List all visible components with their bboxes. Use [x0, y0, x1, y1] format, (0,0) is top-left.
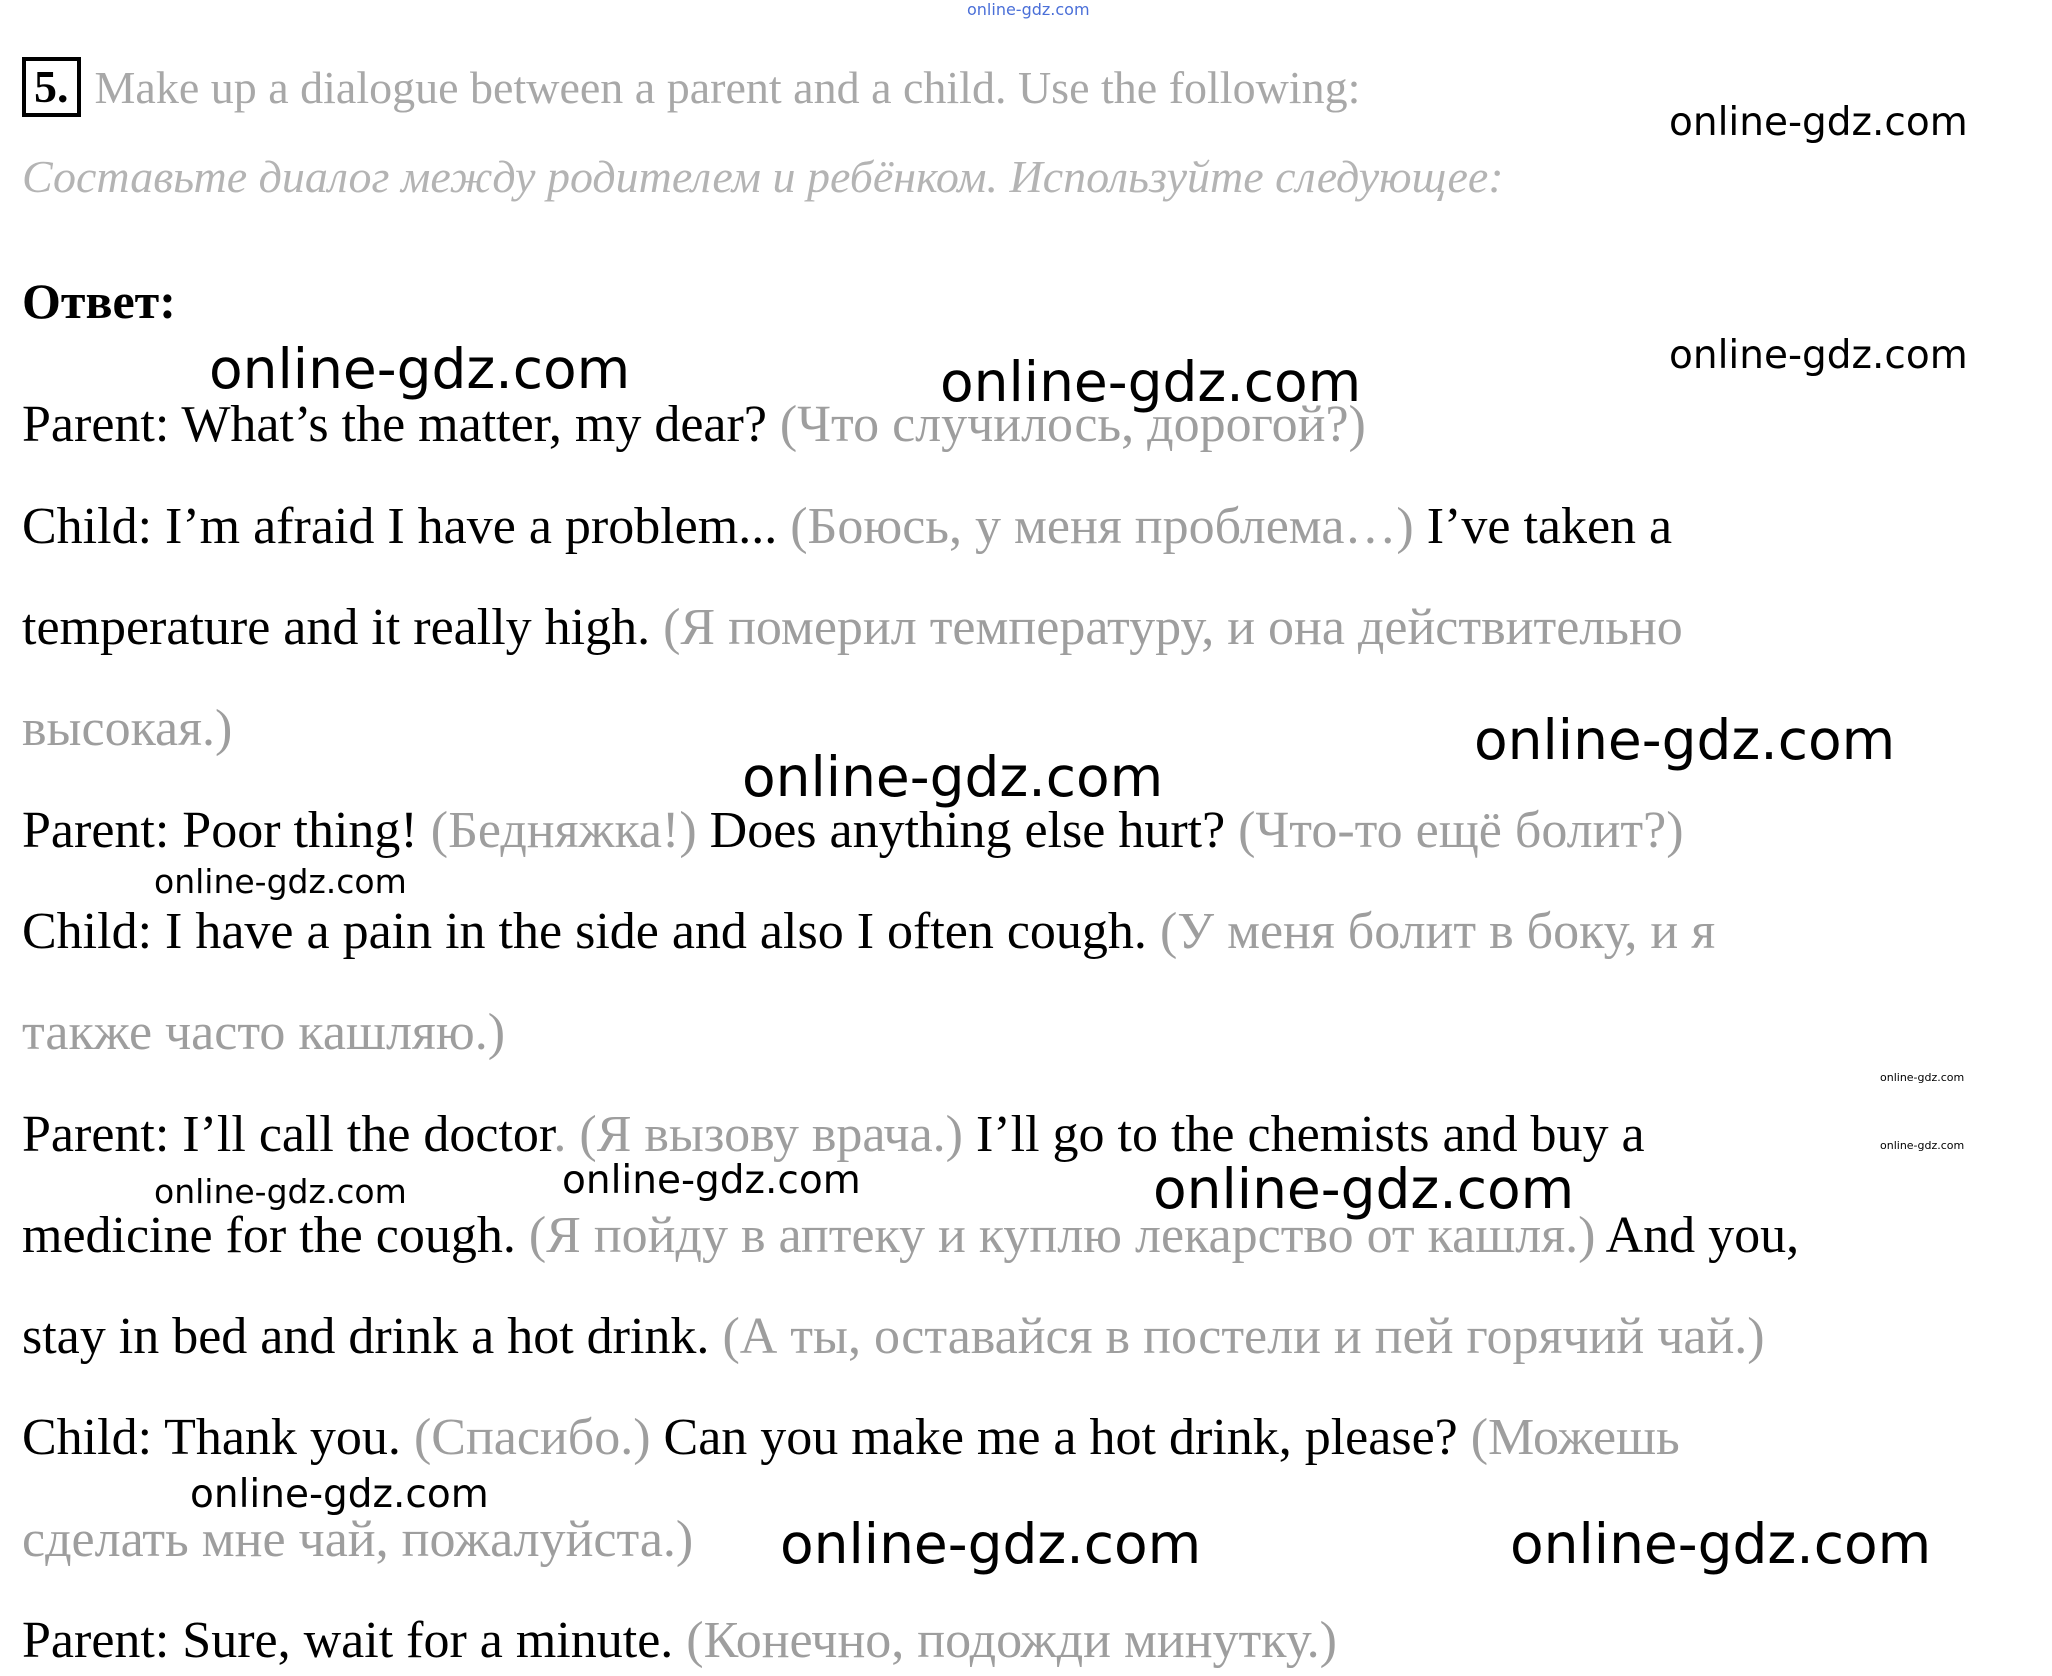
dialogue-text: Does anything else hurt? — [696, 802, 1239, 859]
dialogue-line — [22, 1302, 1765, 1372]
dialogue-text: I’ll go to the chemists and buy a — [962, 1106, 1645, 1163]
watermark-top: online-gdz.com — [967, 0, 1090, 19]
task-number-box: 5. — [22, 57, 81, 117]
dialogue-line — [22, 897, 1715, 967]
translation-text: высокая.) — [22, 700, 233, 757]
watermark: online-gdz.com — [940, 350, 1362, 414]
dialogue-text: And you, — [1595, 1207, 1800, 1264]
dialogue-text: Child: Thank you. — [22, 1409, 414, 1466]
task-instruction-ru: Составьте диалог между родителем и ребёнком. Используйте следующее: — [22, 151, 1504, 202]
watermark: online-gdz.com — [209, 337, 631, 401]
translation-text: (Конечно, подожди минутку.) — [686, 1612, 1337, 1669]
translation-text: (Что случилось, дорогой?) — [779, 396, 1366, 453]
dialogue-text: Parent: Poor thing! — [22, 802, 431, 859]
translation-text: (Что-то ещё болит?) — [1238, 802, 1684, 859]
watermark: online-gdz.com — [562, 1158, 861, 1203]
task-instruction-en: Make up a dialogue between a parent and a child. Use the following: — [94, 61, 1361, 113]
dialogue-text: Parent: Sure, wait for a minute. — [22, 1612, 687, 1669]
translation-text: (Спасибо.) — [413, 1409, 651, 1466]
translation-text: (Я пойду в аптеку и куплю лекарство от кашля.) — [528, 1207, 1596, 1264]
task-header — [22, 52, 1360, 122]
translation-text: (Бедняжка!) — [430, 802, 697, 859]
dialogue-line — [22, 1606, 1337, 1676]
translation-text: (Можешь — [1470, 1409, 1680, 1466]
watermark: online-gdz.com — [1669, 100, 1968, 145]
dialogue-text: medicine for the cough. — [22, 1207, 529, 1264]
translation-text: (А ты, оставайся в постели и пей горячий чай.) — [722, 1308, 1765, 1365]
translation-text: (У меня болит в боку, и я — [1159, 903, 1716, 960]
answer-label: Ответ: — [22, 273, 176, 329]
watermark: online-gdz.com — [1880, 1139, 1965, 1152]
dialogue-line — [22, 492, 1672, 562]
dialogue-text: temperature and it really high. — [22, 599, 664, 656]
dialogue-text: Child: I’m afraid I have a problem... — [22, 498, 791, 555]
watermark: online-gdz.com — [1510, 1512, 1932, 1576]
dialogue-text: Parent: I’ll call the doctor — [22, 1106, 554, 1163]
watermark: online-gdz.com — [780, 1512, 1202, 1576]
dialogue-text: stay in bed and drink a hot drink. — [22, 1308, 723, 1365]
translation-text: сделать мне чай, пожалуйста.) — [22, 1511, 694, 1568]
watermark: online-gdz.com — [190, 1472, 489, 1517]
translation-text: также часто кашляю.) — [22, 1004, 506, 1061]
watermark: online-gdz.com — [154, 1172, 407, 1211]
dialogue-text: I’ve taken a — [1413, 498, 1673, 555]
watermark: online-gdz.com — [1880, 1071, 1965, 1084]
watermark: online-gdz.com — [154, 862, 407, 901]
dialogue-line — [22, 1403, 1680, 1473]
watermark: online-gdz.com — [1153, 1157, 1575, 1221]
translation-text: (Я померил температуру, и она действительно — [663, 599, 1683, 656]
translation-text: . (Я вызову врача.) — [553, 1106, 963, 1163]
watermark: online-gdz.com — [1474, 708, 1896, 772]
dialogue-text: Can you make me a hot drink, please? — [650, 1409, 1471, 1466]
dialogue-text: Child: I have a pain in the side and also I often cough. — [22, 903, 1160, 960]
dialogue-line — [22, 694, 232, 764]
dialogue-text: Parent: What’s the matter, my dear? — [22, 396, 780, 453]
watermark: online-gdz.com — [1669, 333, 1968, 378]
dialogue-line — [22, 998, 505, 1068]
dialogue-line — [22, 593, 1683, 663]
translation-text: (Боюсь, у меня проблема…) — [790, 498, 1414, 555]
watermark: online-gdz.com — [742, 745, 1164, 809]
